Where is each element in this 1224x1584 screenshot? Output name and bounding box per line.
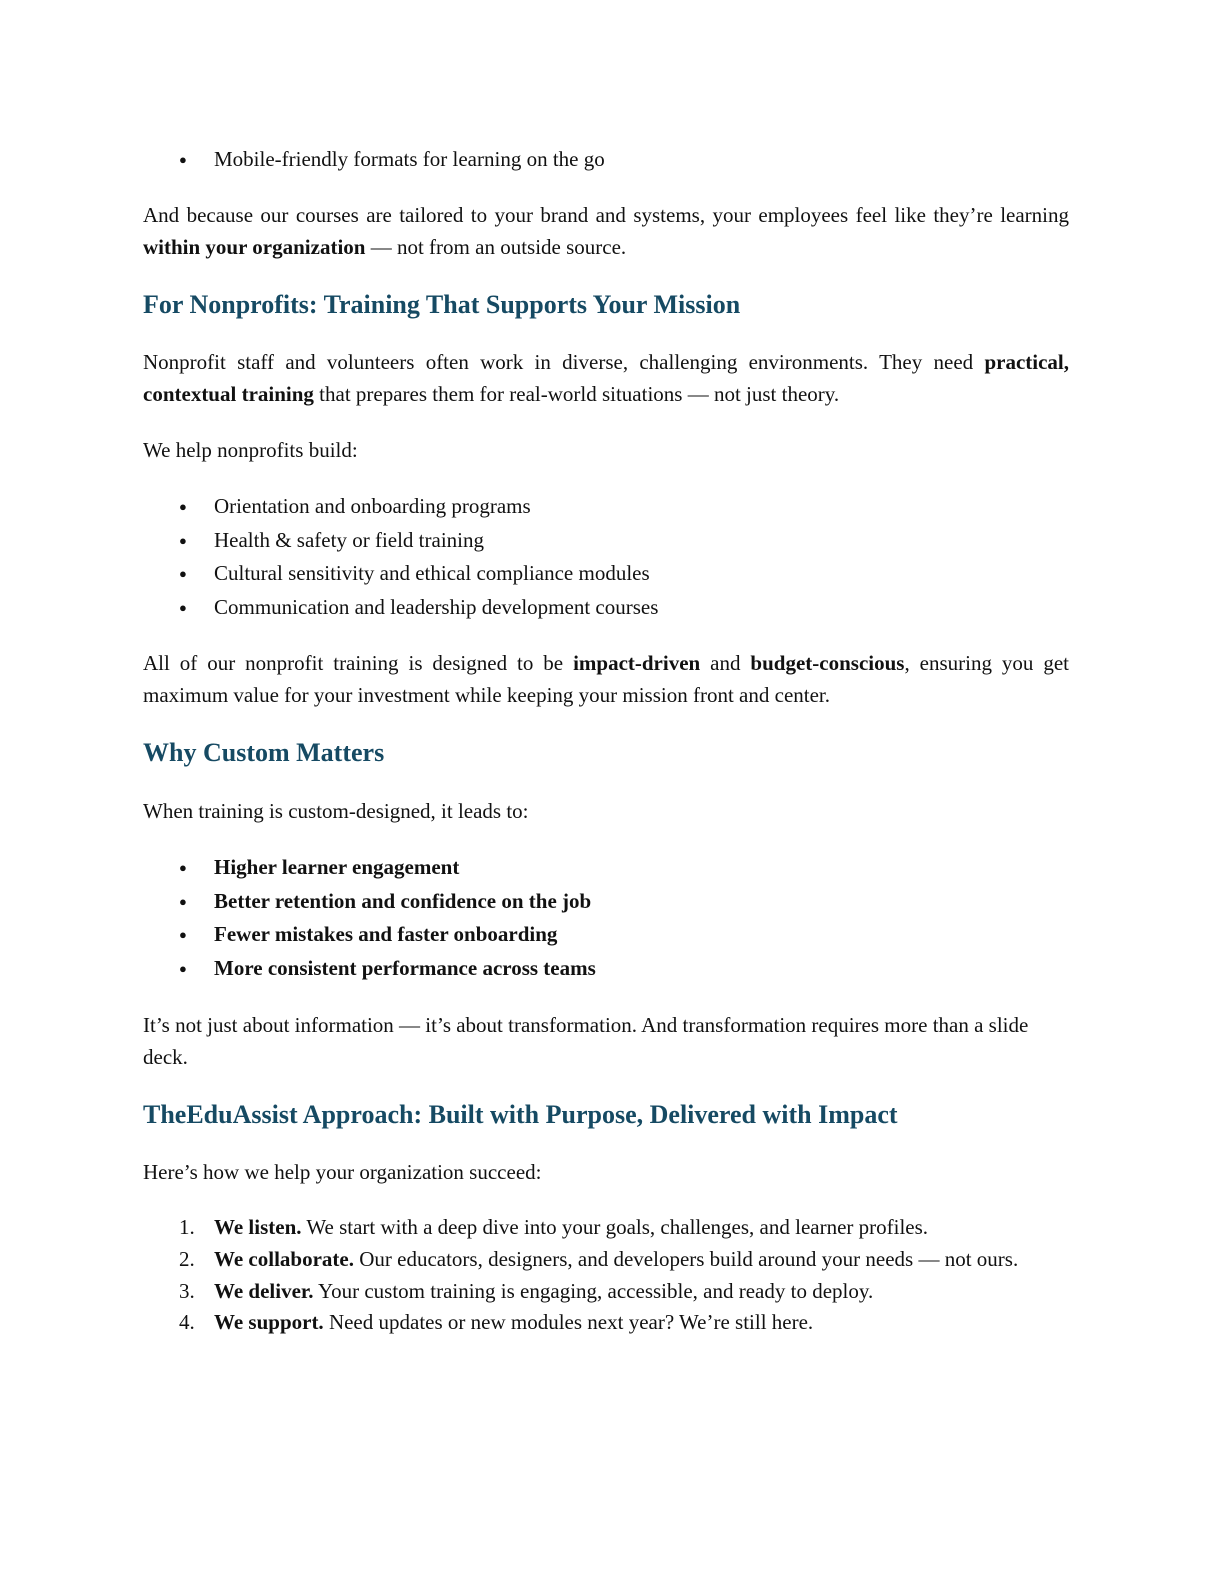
text: Nonprofit staff and volunteers often work in diverse, challenging environments. They need bbox=[143, 350, 985, 374]
list-item: ● Orientation and onboarding programs bbox=[143, 490, 1069, 524]
list-item: ● More consistent performance across teams bbox=[143, 952, 1069, 986]
custom-bullet-list bbox=[143, 851, 1069, 986]
bold-text: We support. bbox=[214, 1310, 324, 1335]
paragraph-brand bbox=[143, 199, 1069, 263]
bold-text: We listen. bbox=[214, 1215, 302, 1239]
text: Our educators, designers, and developers build around your needs — not ours. bbox=[353, 1246, 1019, 1271]
paragraph-transformation: It’s not just about information — it’s about transformation. And transformation requires more than a slide deck. bbox=[143, 1013, 1029, 1069]
step-number: 1. bbox=[179, 1215, 195, 1239]
text: that prepares them for real-world situations — not just theory. bbox=[313, 382, 840, 406]
list-item: ● Cultural sensitivity and ethical compliance modules bbox=[143, 557, 1069, 591]
text: We start with a deep dive into your goals, challenges, and learner profiles. bbox=[301, 1215, 929, 1239]
top-bullet-list bbox=[143, 143, 1069, 177]
text: and bbox=[700, 651, 751, 675]
text: Need updates or new modules next year? We’re still here. bbox=[323, 1310, 814, 1335]
list-item: ● Health & safety or field training bbox=[143, 524, 1069, 558]
list-item bbox=[143, 1276, 1073, 1308]
text: — not from an outside source. bbox=[365, 235, 627, 259]
step-number: 2. bbox=[179, 1246, 195, 1271]
step-number: 4. bbox=[179, 1310, 195, 1335]
bold-text: budget-conscious bbox=[750, 651, 905, 675]
text: All of our nonprofit training is designed to be bbox=[143, 651, 574, 675]
paragraph-how-we-help: Here’s how we help your organization succeed: bbox=[143, 1160, 542, 1184]
list-item: ● Better retention and confidence on the job bbox=[143, 885, 1069, 919]
heading-why-custom: Why Custom Matters bbox=[143, 738, 385, 767]
bold-text: We collaborate. bbox=[214, 1246, 354, 1271]
list-item bbox=[143, 1307, 1073, 1339]
list-item: ● Fewer mistakes and faster onboarding bbox=[143, 918, 1069, 952]
list-item bbox=[143, 1212, 1073, 1244]
bold-text: We deliver. bbox=[214, 1278, 314, 1303]
text: Your custom training is engaging, accessible, and ready to deploy. bbox=[313, 1278, 874, 1303]
bold-text: within your organization bbox=[143, 235, 366, 259]
paragraph-nonprofit-staff bbox=[143, 346, 1069, 410]
paragraph-custom-leads: When training is custom-designed, it leads to: bbox=[143, 799, 529, 823]
step-number: 3. bbox=[179, 1278, 195, 1303]
heading-approach: TheEduAssist Approach: Built with Purpose, Delivered with Impact bbox=[143, 1100, 898, 1129]
text: And because our courses are tailored to your brand and systems, your employees feel like they’re learning bbox=[143, 203, 1069, 227]
approach-steps-list bbox=[143, 1212, 1073, 1339]
list-item: ● Communication and leadership development courses bbox=[143, 591, 1069, 625]
nonprofit-bullet-list bbox=[143, 490, 1069, 625]
paragraph-we-help: We help nonprofits build: bbox=[143, 438, 358, 462]
paragraph-impact bbox=[143, 647, 1069, 711]
list-item: ● Mobile-friendly formats for learning on the go bbox=[143, 143, 1069, 177]
list-item: ● Higher learner engagement bbox=[143, 851, 1069, 885]
text: , ensuring you get maximum value for your investment while keeping your mission front and center. bbox=[143, 651, 1069, 707]
bold-text: impact-driven bbox=[573, 651, 701, 675]
list-item bbox=[143, 1244, 1073, 1276]
heading-nonprofits: For Nonprofits: Training That Supports Your Mission bbox=[143, 290, 741, 319]
bold-text: practical, contextual training bbox=[143, 350, 1069, 406]
